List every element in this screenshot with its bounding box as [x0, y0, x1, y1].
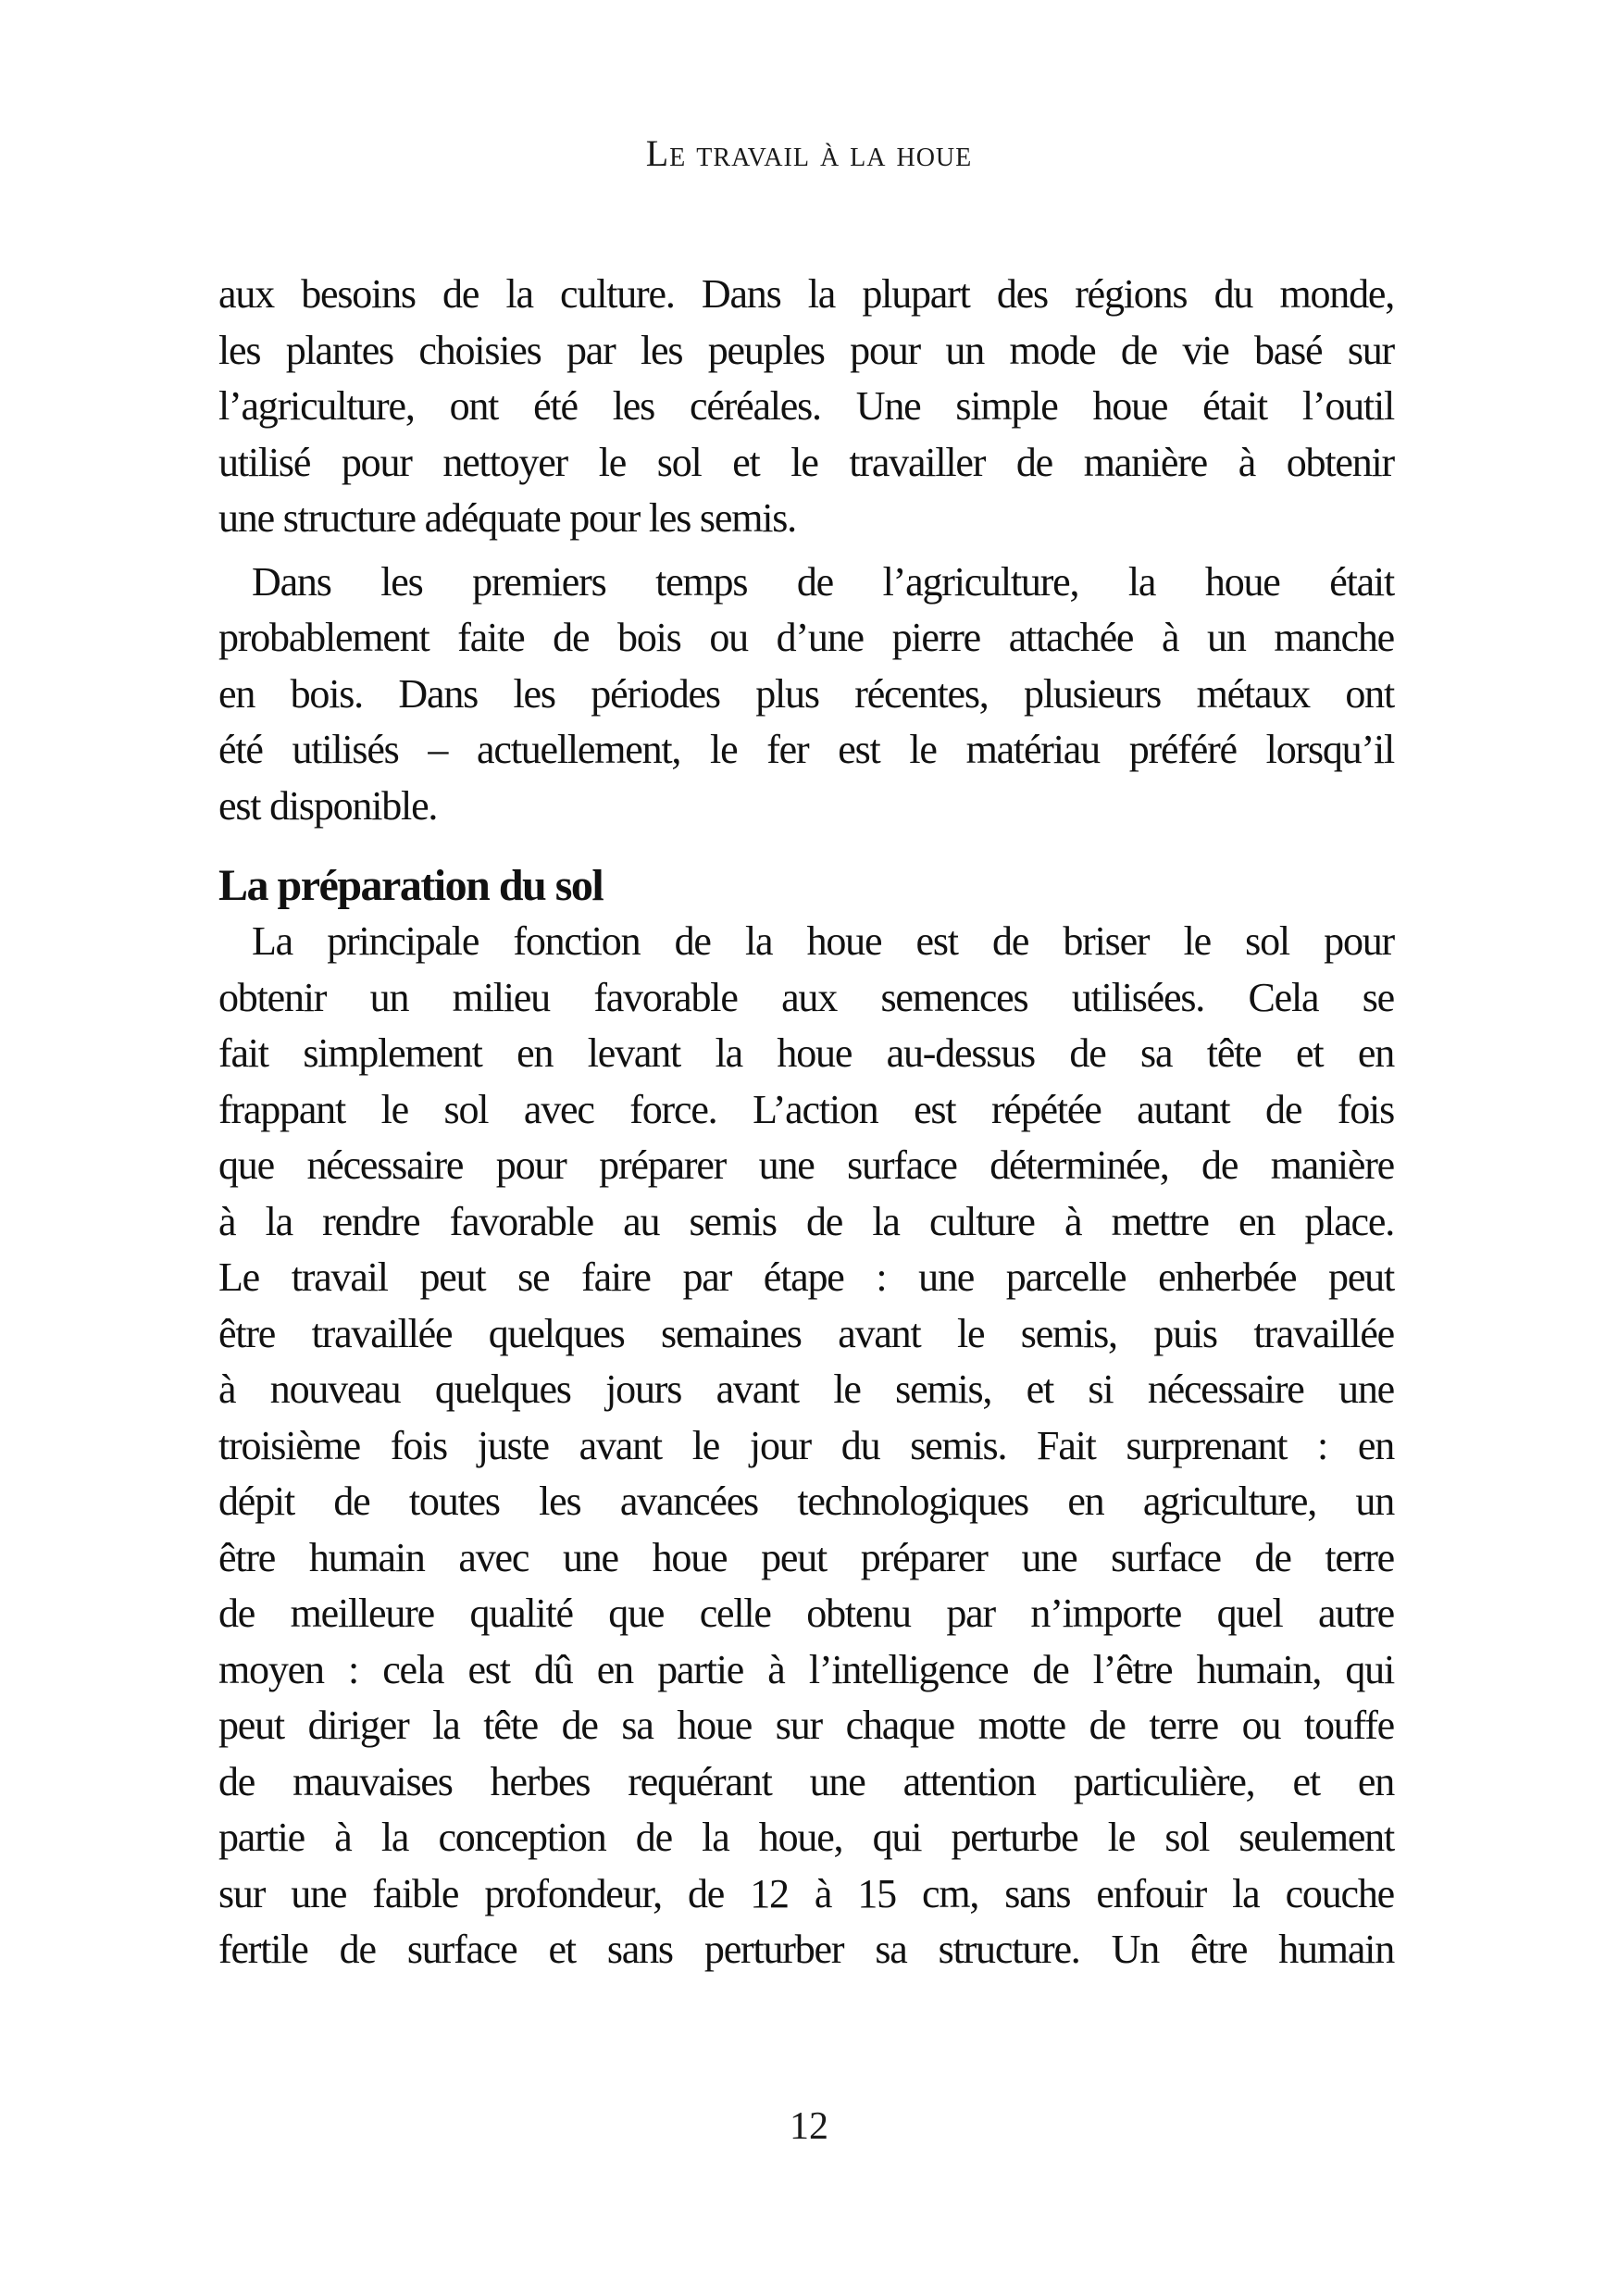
- section-heading: La préparation du sol: [218, 861, 604, 910]
- text-line: frappant le sol avec force. L’action est répétée autant de fois: [218, 1086, 1394, 1132]
- text-line: Dans les premiers temps de l’agriculture, la houe était: [252, 558, 1394, 605]
- paragraph-3: [218, 914, 1394, 1978]
- text-line: obtenir un milieu favorable aux semences utilisées. Cela se: [218, 974, 1394, 1020]
- running-head: Le travail à la houe: [645, 132, 973, 174]
- text-line: sur une faible profondeur, de 12 à 15 cm, sans enfouir la couche: [218, 1870, 1394, 1916]
- text-line: à la rendre favorable au semis de la culture à mettre en place.: [218, 1198, 1394, 1244]
- text-line: est disponible.: [218, 782, 438, 829]
- text-line: une structure adéquate pour les semis.: [218, 495, 796, 541]
- text-line: que nécessaire pour préparer une surface déterminée, de manière: [218, 1142, 1394, 1188]
- text-line: fait simplement en levant la houe au-dessus de sa tête et en: [218, 1030, 1394, 1076]
- text-line: troisième fois juste avant le jour du semis. Fait surprenant : en: [218, 1422, 1394, 1468]
- paragraph-1: [218, 267, 1394, 547]
- paragraph-2: [218, 555, 1394, 835]
- text-line: utilisé pour nettoyer le sol et le travailler de manière à obtenir: [218, 439, 1394, 485]
- text-line: fertile de surface et sans perturber sa structure. Un être humain: [218, 1927, 1394, 1972]
- text-line: été utilisés – actuellement, le fer est le matériau préféré lorsqu’il: [218, 727, 1394, 772]
- text-line: de meilleure qualité que celle obtenu par n’importe quel autre: [218, 1591, 1394, 1636]
- text-line: l’agriculture, ont été les céréales. Une simple houe était l’outil: [218, 383, 1394, 429]
- text-line: peut diriger la tête de sa houe sur chaque motte de terre ou touffe: [218, 1703, 1394, 1748]
- text-line: aux besoins de la culture. Dans la plupart des régions du monde,: [218, 271, 1394, 317]
- text-line: probablement faite de bois ou d’une pierre attachée à un manche: [218, 615, 1394, 660]
- text-line: à nouveau quelques jours avant le semis, et si nécessaire une: [218, 1366, 1394, 1412]
- text-line: en bois. Dans les périodes plus récentes, plusieurs métaux ont: [218, 670, 1394, 717]
- text-line: les plantes choisies par les peuples pour un mode de vie basé sur: [218, 327, 1394, 373]
- text-line: La principale fonction de la houe est de briser le sol pour: [252, 918, 1394, 964]
- text-line: Le travail peut se faire par étape : une parcelle enherbée peut: [218, 1254, 1394, 1300]
- text-line: être travaillée quelques semaines avant le semis, puis travaillée: [218, 1310, 1394, 1356]
- text-line: de mauvaises herbes requérant une attention particulière, et en: [218, 1758, 1394, 1804]
- text-line: dépit de toutes les avancées technologiques en agriculture, un: [218, 1479, 1394, 1524]
- text-line: moyen : cela est dû en partie à l’intelligence de l’être humain, qui: [218, 1646, 1394, 1692]
- page-number: 12: [790, 2105, 828, 2148]
- text-line: être humain avec une houe peut préparer une surface de terre: [218, 1534, 1394, 1580]
- body-text: [218, 267, 1394, 1986]
- text-line: partie à la conception de la houe, qui perturbe le sol seulement: [218, 1815, 1394, 1860]
